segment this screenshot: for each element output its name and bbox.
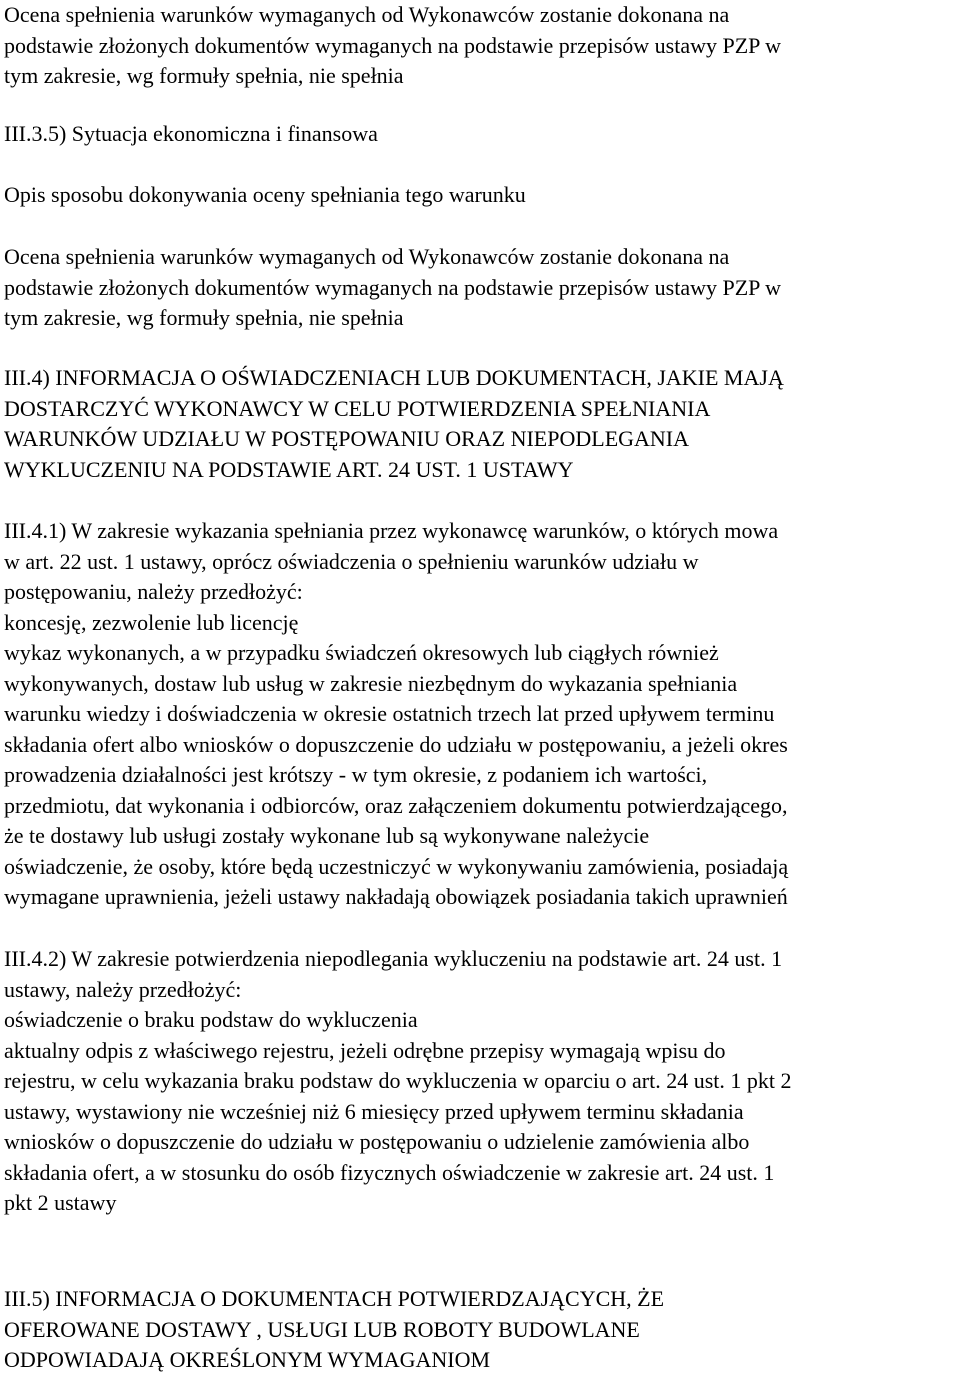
- text-line: oświadczenie o braku podstaw do wykluczenia: [4, 1007, 418, 1032]
- text-line: aktualny odpis z właściwego rejestru, jeżeli odrębne przepisy wymagają wpisu do: [4, 1037, 726, 1063]
- text-line: w art. 22 ust. 1 ustawy, oprócz oświadczenia o spełnieniu warunków udziału w: [4, 548, 699, 574]
- text-line: III.5) INFORMACJA O DOKUMENTACH POTWIERDZAJĄCYCH, ŻE: [4, 1286, 665, 1311]
- text-line: DOSTARCZYĆ WYKONAWCY W CELU POTWIERDZENIA SPEŁNIANIA: [4, 395, 711, 421]
- section-heading-iii-4: [4, 363, 956, 485]
- text-line: ustawy, należy przedłożyć:: [4, 976, 242, 1002]
- text-line: oświadczenie, że osoby, które będą uczestniczyć w wykonywaniu zamówienia, posiadają: [4, 853, 789, 879]
- section-iii-4-1: [4, 516, 956, 913]
- text-line: ustawy, wystawiony nie wcześniej niż 6 miesięcy przed upływem terminu składania: [4, 1098, 744, 1124]
- text-line: Ocena spełnienia warunków wymaganych od Wykonawców zostanie dokonana na: [4, 244, 730, 269]
- text-line: postępowaniu, należy przedłożyć:: [4, 579, 303, 604]
- text-line: Ocena spełnienia warunków wymaganych od Wykonawców zostanie dokonana na: [4, 2, 730, 27]
- text-line: przedmiotu, dat wykonania i odbiorców, oraz załączeniem dokumentu potwierdzającego,: [4, 792, 788, 818]
- section-heading-iii-3-5: [4, 119, 956, 150]
- text-line: rejestru, w celu wykazania braku podstaw do wykluczenia w oparciu o art. 24 ust. 1 pkt 2: [4, 1068, 792, 1093]
- text-line: WARUNKÓW UDZIAŁU W POSTĘPOWANIU ORAZ NIEPODLEGANIA: [4, 426, 690, 451]
- text-line: pkt 2 ustawy: [4, 1190, 117, 1215]
- text-line: warunku wiedzy i doświadczenia w okresie ostatnich trzech lat przed upływem terminu: [4, 701, 775, 726]
- text-line: III.3.5) Sytuacja ekonomiczna i finansowa: [4, 121, 378, 146]
- text-line: Opis sposobu dokonywania oceny spełniania tego warunku: [4, 182, 526, 207]
- paragraph-evaluation-2: [4, 242, 956, 334]
- text-line: III.4.1) W zakresie wykazania spełniania przez wykonawcę warunków, o których mowa: [4, 518, 779, 543]
- text-line: OFEROWANE DOSTAWY , USŁUGI LUB ROBOTY BUDOWLANE: [4, 1316, 640, 1342]
- text-line: składania ofert, a w stosunku do osób fizycznych oświadczenie w zakresie art. 24 ust. 1: [4, 1159, 775, 1185]
- text-line: ODPOWIADAJĄ OKREŚLONYM WYMAGANIOM: [4, 1347, 491, 1372]
- text-line: prowadzenia działalności jest krótszy - w tym okresie, z podaniem ich wartości,: [4, 762, 708, 787]
- text-line: tym zakresie, wg formuły spełnia, nie spełnia: [4, 63, 404, 88]
- text-line: wykonywanych, dostaw lub usług w zakresie niezbędnym do wykazania spełniania: [4, 670, 738, 696]
- text-line: składania ofert albo wniosków o dopuszczenie do udziału w postępowaniu, a jeżeli okres: [4, 731, 788, 757]
- text-line: podstawie złożonych dokumentów wymaganych na podstawie przepisów ustawy PZP w: [4, 32, 781, 58]
- paragraph-method-description: [4, 180, 956, 211]
- text-line: III.4.2) W zakresie potwierdzenia niepodlegania wykluczeniu na podstawie art. 24 ust. 1: [4, 946, 783, 971]
- text-line: tym zakresie, wg formuły spełnia, nie spełnia: [4, 305, 404, 330]
- text-line: podstawie złożonych dokumentów wymaganych na podstawie przepisów ustawy PZP w: [4, 274, 781, 300]
- text-line: III.4) INFORMACJA O OŚWIADCZENIACH LUB DOKUMENTACH, JAKIE MAJĄ: [4, 365, 784, 390]
- text-line: wykaz wykonanych, a w przypadku świadczeń okresowych lub ciągłych również: [4, 640, 719, 665]
- text-line: wniosków o dopuszczenie do udziału w postępowaniu o udzielenie zamówienia albo: [4, 1129, 750, 1154]
- text-line: koncesję, zezwolenie lub licencję: [4, 609, 299, 635]
- text-line: wymagane uprawnienia, jeżeli ustawy nakładają obowiązek posiadania takich uprawnień: [4, 884, 788, 909]
- section-iii-4-2: [4, 944, 956, 1219]
- section-heading-iii-5: [4, 1284, 956, 1376]
- paragraph-evaluation-1: [4, 0, 956, 92]
- text-line: że te dostawy lub usługi zostały wykonane lub są wykonywane należycie: [4, 823, 650, 848]
- text-line: WYKLUCZENIU NA PODSTAWIE ART. 24 UST. 1 USTAWY: [4, 456, 574, 482]
